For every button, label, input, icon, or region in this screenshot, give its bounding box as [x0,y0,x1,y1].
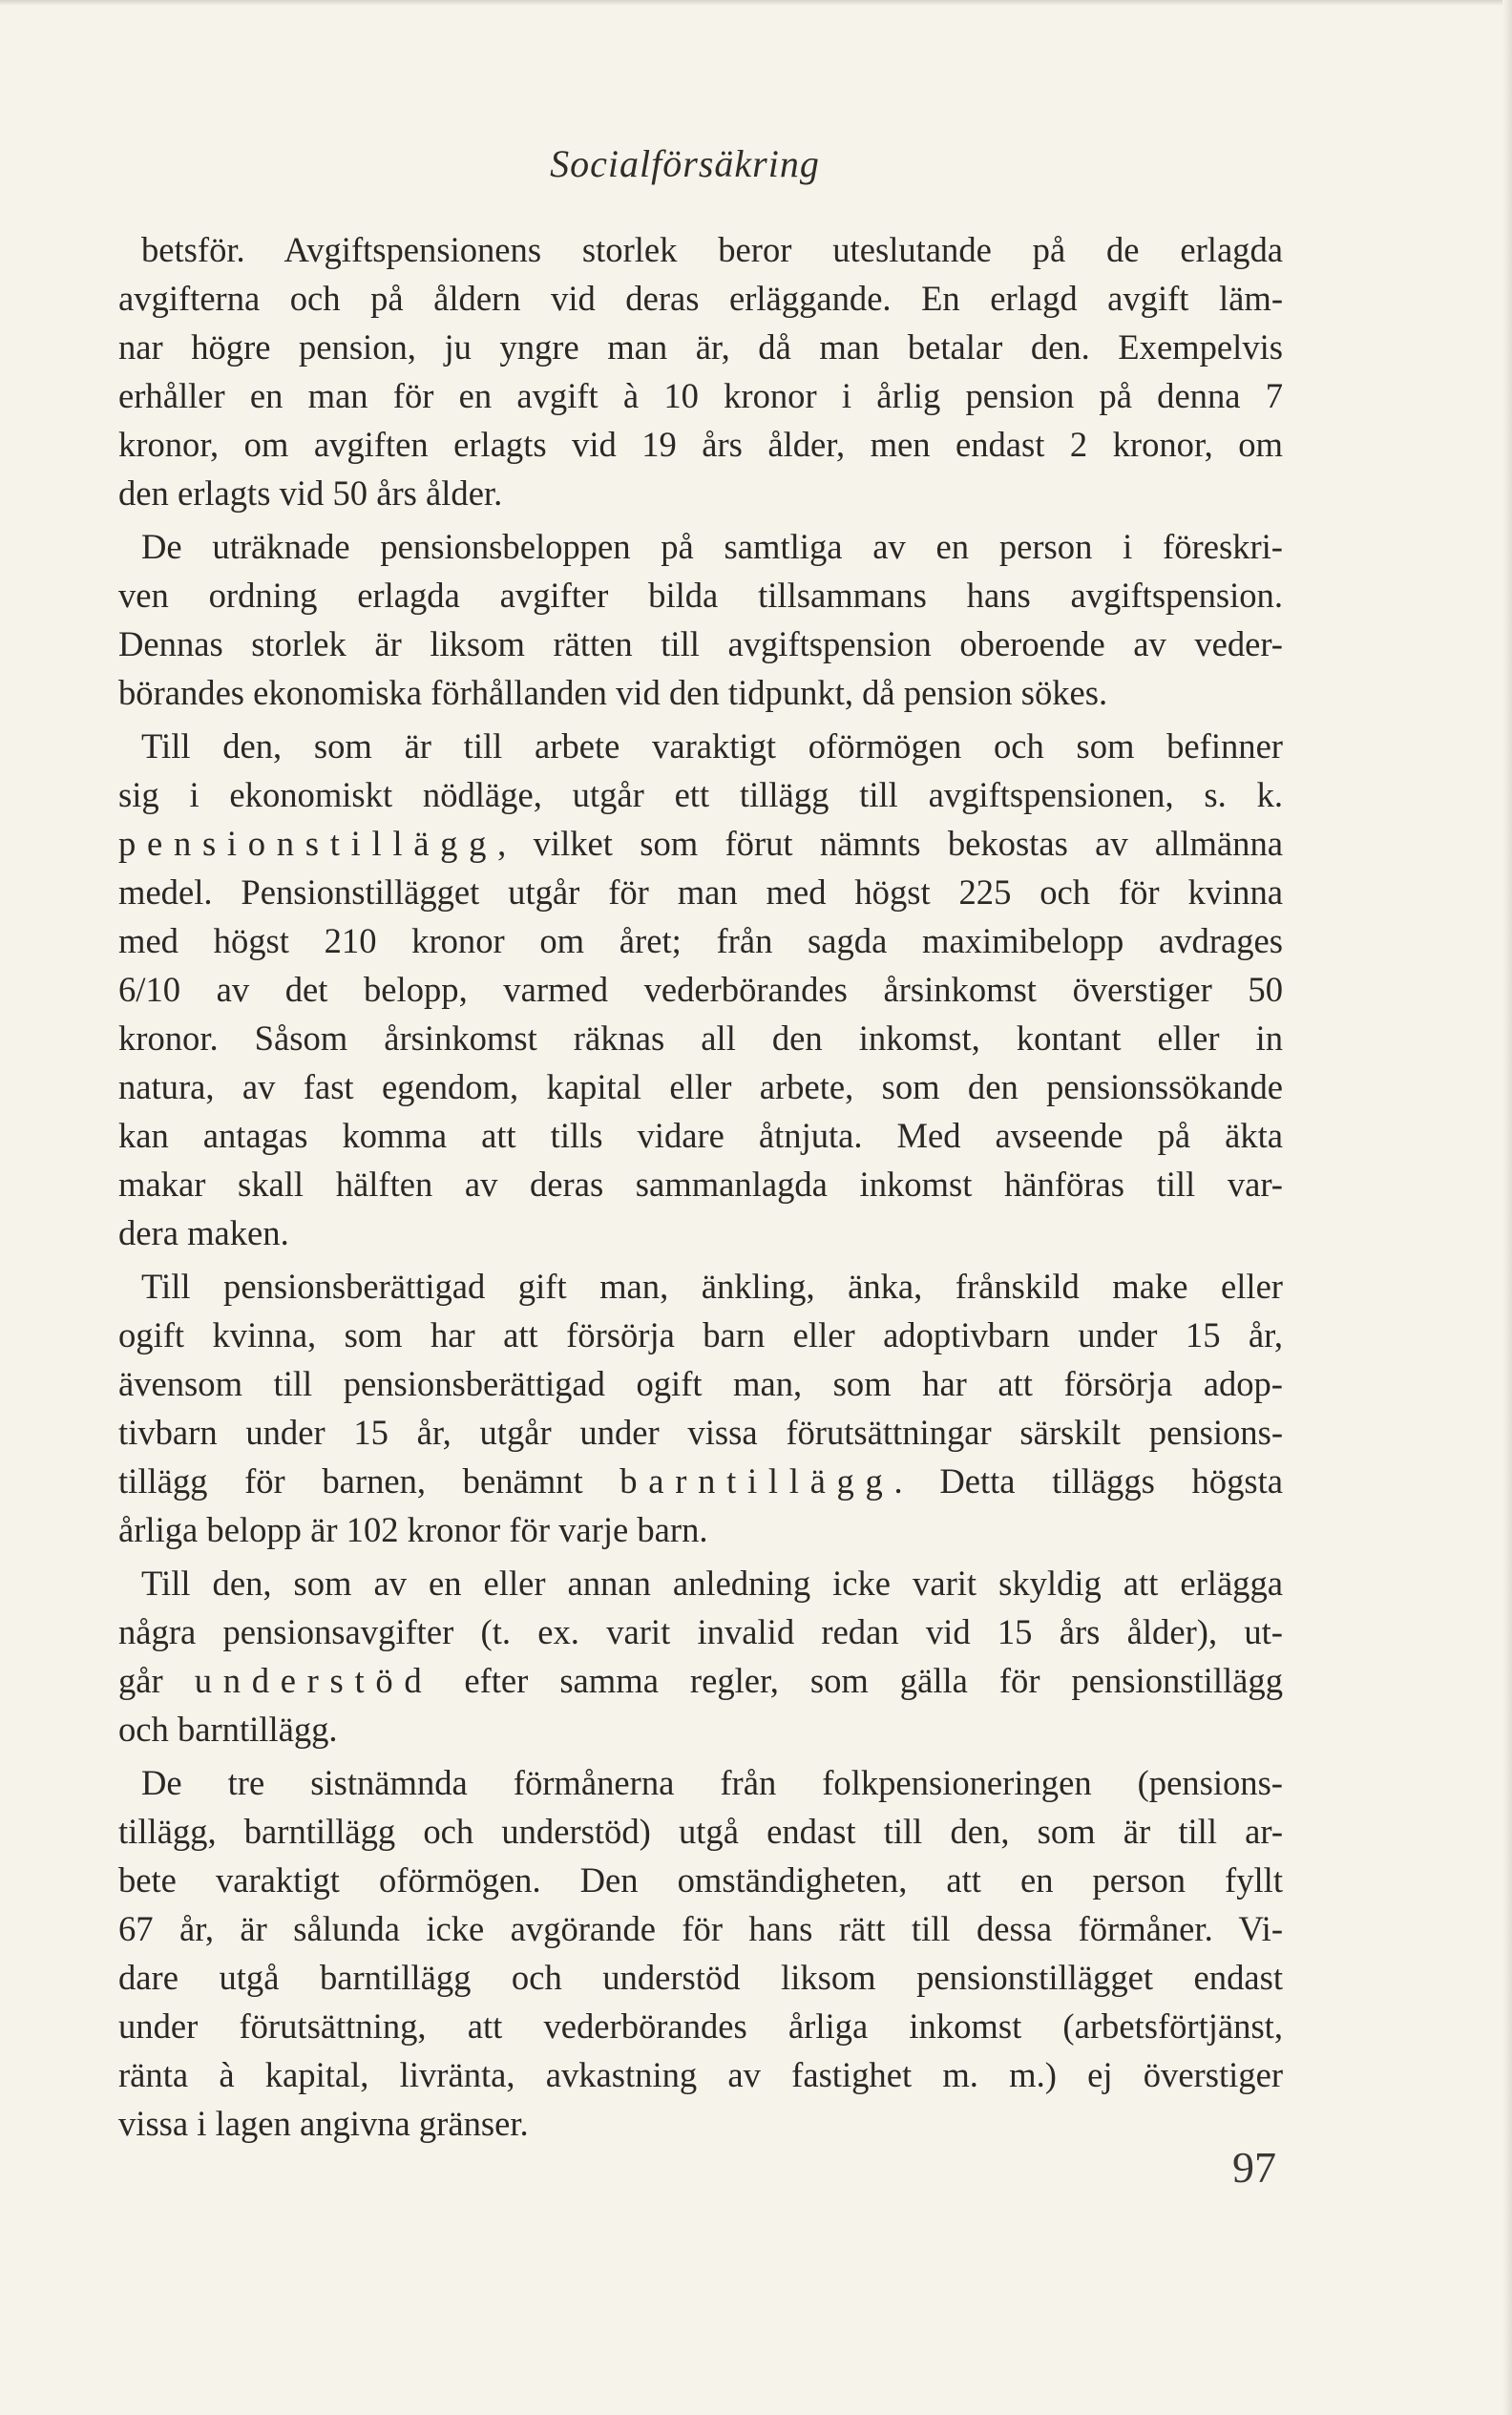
page-right-edge [1502,0,1512,2415]
text-line: De tre sistnämnda förmånerna från folkpensioneringen (pensions- [141,1763,1283,1802]
text-line: några pensionsavgifter (t. ex. varit invalid redan vid 15 års ålder), ut- [118,1612,1283,1651]
text-segment: , vilket som förut nämnts bekostas av allmänna [497,824,1283,863]
text-line: dare utgå barntillägg och understöd liksom pensionstillägget endast [118,1958,1283,1997]
page-top-edge [0,0,1512,6]
text-line: De uträknade pensionsbeloppen på samtliga av en person i föreskri- [141,527,1283,566]
body-text [118,225,1283,2148]
text-segment: . Detta tilläggs högsta [893,1461,1283,1501]
text-line: erhåller en man för en avgift à 10 kronor i årlig pension på denna 7 [118,376,1283,415]
paragraph [118,225,1283,517]
text-line: makar skall hälften av deras sammanlagda inkomst hänföras till var- [118,1165,1283,1204]
text-line: natura, av fast egendom, kapital eller arbete, som den pensionssökande [118,1067,1283,1106]
paragraph [118,1262,1283,1554]
text-line: avgifterna och på åldern vid deras erläggande. En erlagd avgift läm- [118,279,1283,318]
text-line: Till den, som är till arbete varaktigt oförmögen och som befinner [141,726,1283,766]
paragraph [118,722,1283,1257]
text-line [118,1457,1283,1505]
text-line: dera maken. [118,1213,289,1252]
spaced-term: understöd [194,1661,433,1700]
text-line: tivbarn under 15 år, utgår under vissa förutsättningar särskilt pensions- [118,1413,1283,1452]
text-line: med högst 210 kronor om året; från sagda maximibelopp avdrages [118,921,1283,960]
text-line: kronor, om avgiften erlagts vid 19 års ålder, men endast 2 kronor, om [118,425,1283,464]
text-line: 67 år, är sålunda icke avgörande för hans rätt till dessa förmåner. Vi- [118,1909,1283,1948]
text-line: och barntillägg. [118,1710,338,1749]
running-head: Socialförsäkring [550,142,820,185]
text-line: betsför. Avgiftspensionens storlek beror uteslutande på de erlagda [141,230,1283,269]
text-line [118,1656,1283,1705]
text-line: Dennas storlek är liksom rätten till avgiftspension oberoende av veder- [118,624,1283,663]
text-line: sig i ekonomiskt nödläge, utgår ett tillägg till avgiftspensionen, s. k. [118,775,1283,814]
page-number: 97 [1232,2143,1276,2192]
spaced-term: barntillägg [620,1461,894,1501]
text-line: tillägg, barntillägg och understöd) utgå endast till den, som är till ar- [118,1812,1283,1851]
text-line: kan antagas komma att tills vidare åtnjuta. Med avseende på äkta [118,1116,1283,1155]
text-line: årliga belopp är 102 kronor för varje barn. [118,1510,708,1549]
spaced-term: pensionstillägg [118,824,498,863]
text-line [118,819,1283,868]
text-line: ränta à kapital, livränta, avkastning av fastighet m. m.) ej överstiger [118,2055,1283,2094]
text-line: 6/10 av det belopp, varmed vederbörandes årsinkomst överstiger 50 [118,970,1283,1009]
text-line: Till den, som av en eller annan anledning icke varit skyldig att erlägga [141,1564,1283,1603]
text-segment: efter samma regler, som gälla för pensionstillägg [432,1661,1283,1700]
text-line: ogift kvinna, som har att försörja barn eller adoptivbarn under 15 år, [118,1315,1283,1354]
text-line: vissa i lagen angivna gränser. [118,2104,529,2143]
text-line: börandes ekonomiska förhållanden vid den tidpunkt, då pension sökes. [118,673,1108,712]
paragraph [118,1559,1283,1754]
text-line: ven ordning erlagda avgifter bilda tillsammans hans avgiftspension. [118,576,1283,615]
text-line: under förutsättning, att vederbörandes årliga inkomst (arbetsförtjänst, [118,2006,1283,2046]
paragraph [118,1758,1283,2148]
text-line: ävensom till pensionsberättigad ogift man, som har att försörja adop- [118,1364,1283,1403]
text-line: Till pensionsberättigad gift man, änkling, änka, frånskild make eller [141,1267,1283,1306]
text-segment: tillägg för barnen, benämnt [118,1461,620,1501]
text-segment: går [118,1661,195,1700]
text-line: nar högre pension, ju yngre man är, då man betalar den. Exempelvis [118,327,1283,367]
text-line: bete varaktigt oförmögen. Den omständigheten, att en person fyllt [118,1860,1283,1900]
text-line: kronor. Såsom årsinkomst räknas all den inkomst, kontant eller in [118,1018,1283,1058]
text-line: den erlagts vid 50 års ålder. [118,473,503,513]
paragraph [118,522,1283,717]
text-line: medel. Pensionstillägget utgår för man med högst 225 och för kvinna [118,872,1283,912]
